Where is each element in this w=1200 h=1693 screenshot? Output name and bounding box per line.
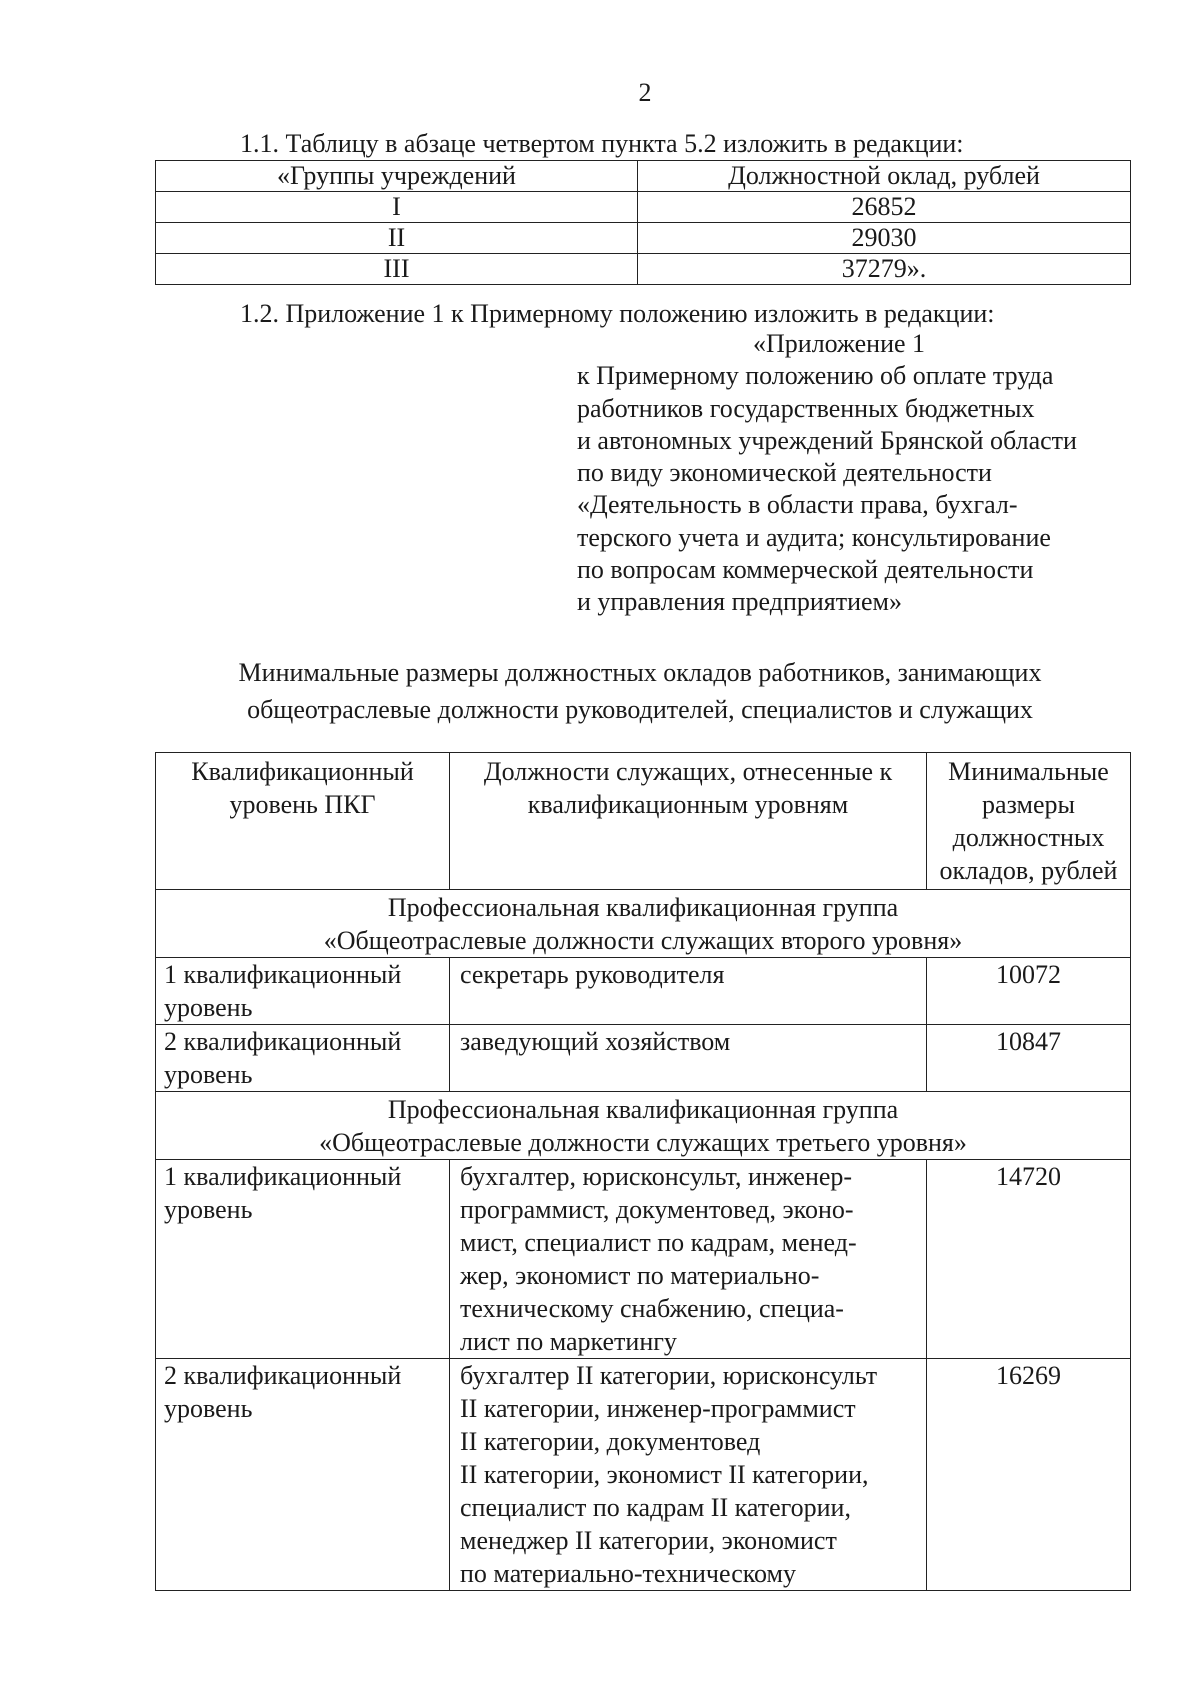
table-row [156,1160,1131,1359]
appendix-line: терского учета и аудита; консультирование [577,522,1051,552]
header-cell-salary: Должностной оклад, рублей [638,161,1131,192]
page-number: 2 [638,78,652,107]
appendix-line: «Деятельность в области права, бухгал- [577,490,1018,520]
level-cell: 2 квалификационный уровень [156,1025,450,1092]
group-cell: III [156,254,638,285]
group-title-line: «Общеотраслевые должности служащих второго уровня» [323,926,963,955]
table-row [156,192,1131,223]
group-cell: I [156,192,638,223]
header-cell-groups: «Группы учреждений [156,161,638,192]
salary-cell: 37279». [638,254,1131,285]
positions-line: II категории, инженер-программист [460,1394,856,1423]
salary-cell: 10847 [927,1025,1131,1092]
positions-line: бухгалтер, юрисконсульт, инженер- [460,1162,853,1191]
level-cell: 2 квалификационный уровень [156,1359,450,1591]
item-1-2-text: 1.2. Приложение 1 к Примерному положению изложить в редакции: [240,299,995,328]
item-1-1-text: 1.1. Таблицу в абзаце четвертом пункта 5.2 изложить в редакции: [240,129,964,158]
heading-line: Минимальные размеры должностных окладов работников, занимающих [238,658,1042,687]
appendix-line: работников государственных бюджетных [577,393,1035,423]
positions-cell [450,1160,927,1359]
appendix-line: «Приложение 1 [753,329,926,358]
salary-cell: 16269 [927,1359,1131,1591]
table-row [156,1359,1131,1591]
group-title [156,1092,1131,1160]
group-row [156,1092,1131,1160]
header-cell-min-salary: Минимальные размеры должностных окладов, рублей [927,753,1131,890]
positions-line: жер, экономист по материально- [460,1261,820,1290]
positions-cell: заведующий хозяйством [450,1025,927,1092]
header-cell-level: Квалификационный уровень ПКГ [156,753,450,890]
table-row [156,223,1131,254]
table-header-row [156,161,1131,192]
group-title [156,890,1131,958]
appendix-caption [577,328,1077,619]
positions-line: лист по маркетингу [460,1327,677,1356]
salary-cell: 10072 [927,958,1131,1025]
section-heading [150,654,1130,728]
group-cell: II [156,223,638,254]
positions-line: II категории, документовед [460,1427,761,1456]
table-row [156,958,1131,1025]
appendix-line: к Примерному положению об оплате труда [577,361,1054,391]
institution-groups-table [155,160,1131,285]
positions-line: программист, документовед, эконо- [460,1195,854,1224]
salary-cell: 14720 [927,1160,1131,1359]
group-title-line: Профессиональная квалификационная группа [387,893,899,922]
table-row [156,254,1131,285]
salary-cell: 26852 [638,192,1131,223]
group-row [156,890,1131,958]
positions-line: техническому снабжению, специа- [460,1294,844,1323]
group-title-line: «Общеотраслевые должности служащих третьего уровня» [319,1128,967,1157]
salary-cell: 29030 [638,223,1131,254]
positions-line: II категории, экономист II категории, [460,1460,869,1489]
positions-line: менеджер II категории, экономист [460,1526,837,1555]
group-title-line: Профессиональная квалификационная группа [387,1095,899,1124]
salary-table [155,752,1131,1591]
header-cell-positions: Должности служащих, отнесенные к квалификационным уровням [450,753,927,890]
positions-line: мист, специалист по кадрам, менед- [460,1228,857,1257]
positions-line: специалист по кадрам II категории, [460,1493,851,1522]
table-row [156,1025,1131,1092]
positions-line: бухгалтер II категории, юрисконсульт [460,1361,878,1390]
level-cell: 1 квалификационный уровень [156,1160,450,1359]
level-cell: 1 квалификационный уровень [156,958,450,1025]
table-header-row [156,753,1131,890]
positions-cell [450,1359,927,1591]
appendix-line: и автономных учреждений Брянской области [577,425,1077,455]
appendix-line: по вопросам коммерческой деятельности [577,555,1034,585]
appendix-line: по виду экономической деятельности [577,458,992,488]
positions-line: по материально-техническому [460,1559,797,1588]
appendix-line: и управления предприятием» [577,587,902,617]
positions-cell: секретарь руководителя [450,958,927,1025]
heading-line: общеотраслевые должности руководителей, специалистов и служащих [247,695,1033,724]
